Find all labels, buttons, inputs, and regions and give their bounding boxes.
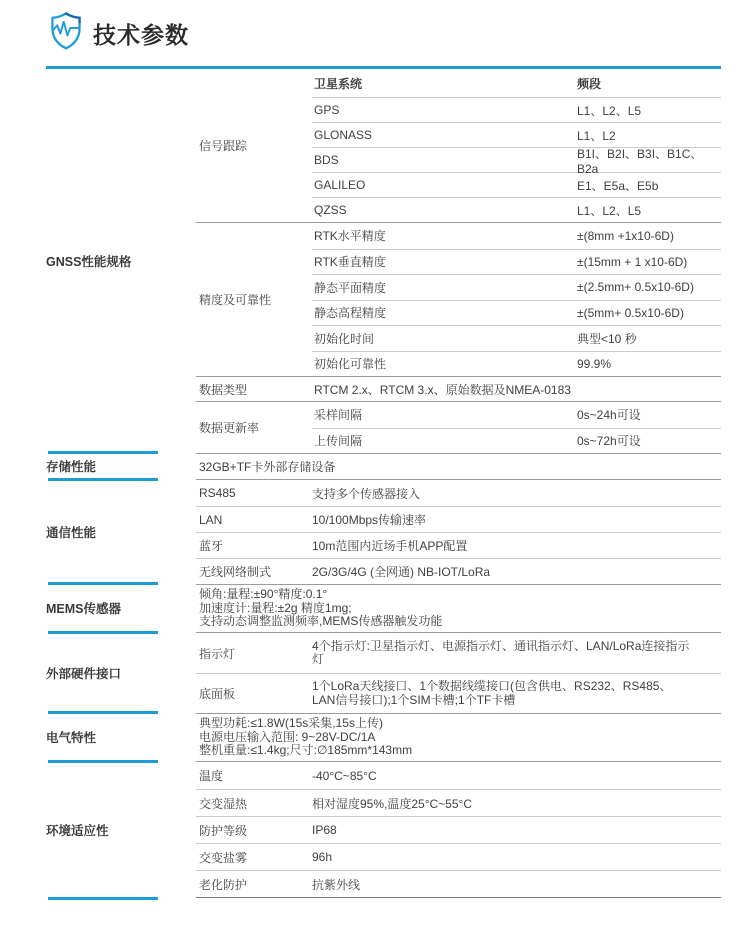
- table-row: [312, 351, 721, 377]
- table-row: [312, 197, 721, 222]
- spec-label: 防护等级: [199, 823, 248, 838]
- subsection-update-rate: [196, 401, 721, 453]
- spec-label: 静态高程精度: [314, 306, 387, 321]
- spec-value: RTCM 2.x、RTCM 3.x、原始数据及NMEA-0183: [314, 382, 571, 397]
- spec-value: 4个指示灯:卫星指示灯、电源指示灯、通讯指示灯、LAN/LoRa连接指示灯: [312, 638, 690, 666]
- spec-label: 指示灯: [199, 646, 236, 661]
- spec-value: 99.9%: [577, 356, 612, 371]
- spec-label: 蓝牙: [199, 539, 224, 553]
- subsection-data-type: [196, 376, 721, 401]
- subcategory-label: 信号跟踪: [199, 139, 248, 153]
- spec-line: 支持动态调整监测频率,MEMS传感器触发功能: [199, 614, 443, 629]
- table-row: [196, 789, 721, 816]
- table-row: [196, 480, 721, 506]
- column-header: 卫星系统: [314, 76, 363, 91]
- section-environment: [46, 761, 721, 898]
- category-cell: [46, 761, 196, 898]
- spec-label: LAN: [199, 512, 223, 527]
- table-row: [312, 146, 721, 176]
- subcategory-label: 精度及可靠性: [199, 293, 272, 307]
- spec-value: 典型<10 秒: [577, 331, 637, 346]
- spec-value: 相对湿度95%,温度25°C~55°C: [312, 796, 472, 811]
- satellite-table: [312, 69, 721, 222]
- spec-value: ±(2.5mm+ 0.5x10-6D): [577, 280, 694, 295]
- spec-line: 整机重量:≤1.4kg;尺寸:∅185mm*143mm: [199, 743, 413, 758]
- spec-value-multiline: [196, 713, 721, 761]
- table-row: [312, 428, 721, 454]
- section-content: [196, 69, 721, 453]
- spec-value: 96h: [312, 850, 333, 864]
- spec-label: 温度: [199, 769, 224, 783]
- category-label: 存储性能: [46, 460, 97, 474]
- spec-line: 典型功耗:≤1.8W(15s采集,15s上传): [199, 716, 383, 731]
- spec-value: 0s~24h可设: [577, 408, 641, 423]
- table-row: [196, 673, 721, 713]
- frequency-band: L1、L2、L5: [577, 103, 642, 118]
- section-content: [196, 479, 721, 584]
- category-label: MEMS传感器: [46, 602, 122, 616]
- spec-value: -40°C~85°C: [312, 768, 377, 783]
- subcategory-label: 数据更新率: [199, 421, 260, 435]
- spec-label: 静态平面精度: [314, 280, 387, 295]
- table-row: [312, 172, 721, 197]
- subcategory-label: 数据类型: [199, 382, 248, 397]
- column-header: 频段: [577, 76, 602, 91]
- spec-table: [46, 69, 721, 898]
- table-row: [312, 249, 721, 275]
- section-gnss: [46, 69, 721, 453]
- table-row: [196, 558, 721, 584]
- table-row: [312, 97, 721, 122]
- spec-label: RS485: [199, 486, 236, 500]
- category-cell: [46, 632, 196, 713]
- accuracy-table: [312, 223, 721, 376]
- update-rate-table: [312, 402, 721, 453]
- category-label: 环境适应性: [46, 823, 109, 838]
- satellite-system: BDS: [314, 153, 339, 167]
- spec-label: 老化防护: [199, 877, 248, 892]
- page-header: [44, 10, 189, 57]
- spec-label: 交变盐雾: [199, 850, 248, 865]
- satellite-table-header: [312, 69, 721, 97]
- spec-label: RTK水平精度: [314, 229, 386, 244]
- satellite-system: GLONASS: [314, 128, 373, 142]
- spec-value: ±(5mm+ 0.5x10-6D): [577, 305, 684, 320]
- spec-value: 1个LoRa天线接口、1个数据线缆接口(包含供电、RS232、RS485、LAN信号接口);1个SIM卡槽;1个TF卡槽: [312, 679, 672, 707]
- spec-line: 倾角:量程:±90°精度:0.1°: [199, 587, 328, 602]
- satellite-system: QZSS: [314, 203, 347, 217]
- category-label: 电气特性: [46, 731, 97, 745]
- subsection-accuracy: [196, 222, 721, 376]
- category-cell: [46, 713, 196, 761]
- spec-value: 0s~72h可设: [577, 434, 641, 449]
- table-row: [312, 274, 721, 300]
- frequency-band: E1、E5a、E5b: [577, 178, 659, 193]
- spec-label: 上传间隔: [314, 434, 363, 449]
- spec-label: 交变湿热: [199, 796, 248, 811]
- table-row: [196, 506, 721, 532]
- table-row: [312, 402, 721, 428]
- section-mems: [46, 584, 721, 632]
- category-cell: [46, 584, 196, 632]
- page-title: 技术参数: [93, 22, 189, 48]
- satellite-system: GPS: [314, 103, 340, 117]
- shield-pulse-icon: [44, 10, 88, 57]
- table-row: [196, 762, 721, 789]
- spec-value-multiline: [196, 584, 721, 632]
- frequency-band: B1I、B2I、B3I、B1C、B2a: [577, 146, 703, 176]
- spec-value: 支持多个传感器接入: [312, 486, 421, 501]
- subsection-signal-tracking: [196, 69, 721, 222]
- spec-label: 采样间隔: [314, 408, 363, 423]
- table-row: [196, 870, 721, 897]
- spec-label: 无线网络制式: [199, 565, 272, 579]
- table-row: [196, 532, 721, 558]
- spec-label: 初始化时间: [314, 331, 375, 346]
- frequency-band: L1、L2: [577, 128, 616, 143]
- table-row: [312, 122, 721, 147]
- spec-line: 电源电压输入范围: 9~28V-DC/1A: [199, 729, 376, 744]
- category-cell: [46, 69, 196, 453]
- category-label: 通信性能: [46, 525, 97, 540]
- spec-value: 抗紫外线: [312, 877, 361, 892]
- spec-value: 2G/3G/4G (全网通) NB-IOT/LoRa: [312, 565, 491, 579]
- satellite-system: GALILEO: [314, 178, 366, 192]
- spec-value: ±(8mm +1x10-6D): [577, 228, 674, 243]
- section-content: [196, 761, 721, 898]
- section-storage: [46, 453, 721, 479]
- spec-value: 10/100Mbps传输速率: [312, 513, 427, 527]
- table-row: [312, 223, 721, 249]
- spec-value: 10m范围内近场手机APP配置: [312, 539, 468, 553]
- category-cell: [46, 479, 196, 584]
- section-communication: [46, 479, 721, 584]
- frequency-band: L1、L2、L5: [577, 203, 642, 218]
- spec-label: RTK垂直精度: [314, 255, 386, 270]
- spec-value: ±(15mm + 1 x10-6D): [577, 254, 688, 269]
- section-electrical: [46, 713, 721, 761]
- table-row: [312, 300, 721, 326]
- table-row: [196, 633, 721, 673]
- spec-value: IP68: [312, 823, 337, 837]
- category-label: 外部硬件接口: [46, 666, 122, 681]
- spec-label: 底面板: [199, 687, 236, 701]
- table-row: [196, 843, 721, 870]
- table-row: [312, 325, 721, 351]
- spec-line: 加速度计:量程:±2g 精度1mg;: [199, 600, 352, 615]
- table-row: [196, 816, 721, 843]
- spec-value: 32GB+TF卡外部存储设备: [196, 453, 721, 479]
- category-label: GNSS性能规格: [46, 255, 132, 269]
- spec-label: 初始化可靠性: [314, 357, 387, 372]
- section-hardware: [46, 632, 721, 713]
- category-cell: [46, 453, 196, 479]
- section-content: [196, 632, 721, 713]
